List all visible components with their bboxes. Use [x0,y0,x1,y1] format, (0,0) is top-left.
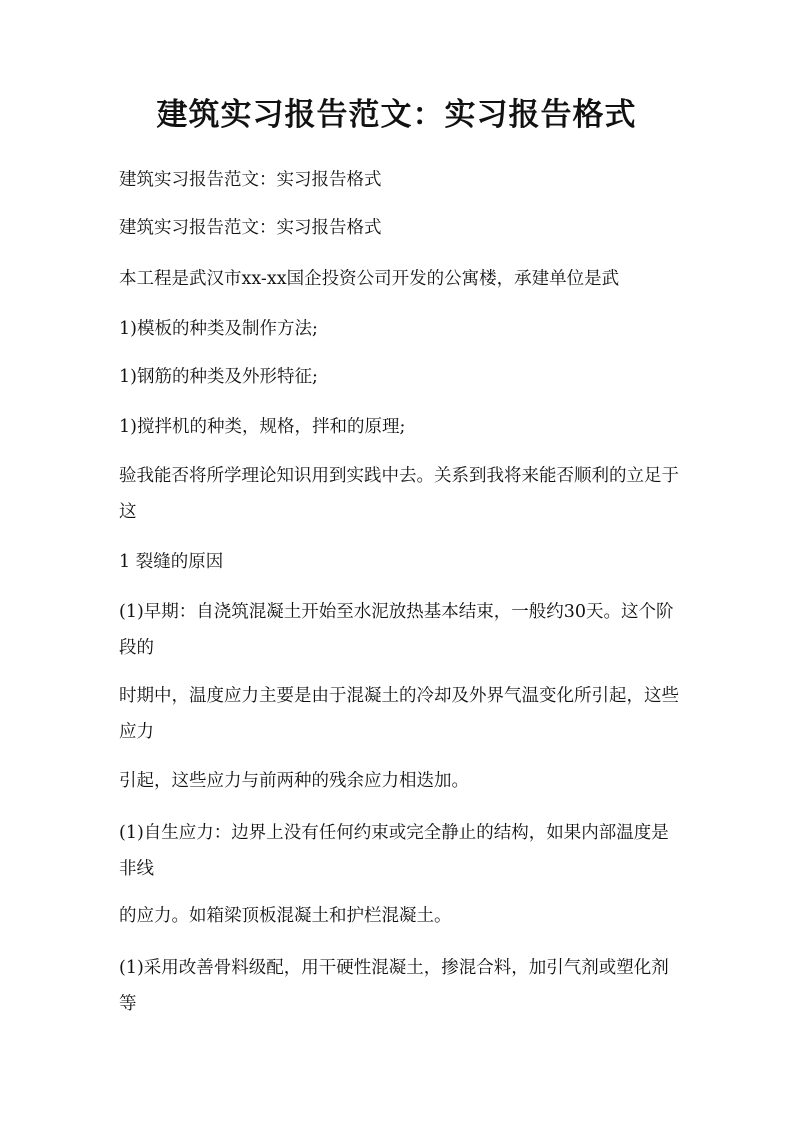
paragraph-5: 1)钢筋的种类及外形特征; [119,367,318,387]
paragraph-1: 建筑实习报告范文：实习报告格式 [119,170,382,190]
paragraph-3: 本工程是武汉市xx-xx国企投资公司开发的公寓楼，承建单位是武 [119,269,620,289]
paragraph-10: 时期中，温度应力主要是由于混凝土的冷却及外界气温变化所引起，这些应力 [119,686,679,742]
paragraph-7: 验我能否将所学理论知识用到实践中去。关系到我将来能否顺利的立足于这 [119,466,679,522]
paragraph-2: 建筑实习报告范文：实习报告格式 [119,218,382,238]
document-title: 建筑实习报告范文：实习报告格式 [156,97,637,133]
paragraph-9: (1)早期：自浇筑混凝土开始至水泥放热基本结束，一般约30天。这个阶段的 [119,602,674,658]
paragraph-8: 1 裂缝的原因 [119,552,224,572]
paragraph-11: 引起，这些应力与前两种的残余应力相迭加。 [119,771,469,791]
paragraph-12: (1)自生应力：边界上没有任何约束或完全静止的结构，如果内部温度是非线 [119,823,669,879]
paragraph-13: 的应力。如箱梁顶板混凝土和护栏混凝土。 [119,906,452,926]
paragraph-14: (1)采用改善骨料级配，用干硬性混凝土，掺混合料，加引气剂或塑化剂等 [119,958,669,1014]
paragraph-4: 1)模板的种类及制作方法; [119,319,318,339]
paragraph-6: 1)搅拌机的种类，规格，拌和的原理; [119,417,406,437]
